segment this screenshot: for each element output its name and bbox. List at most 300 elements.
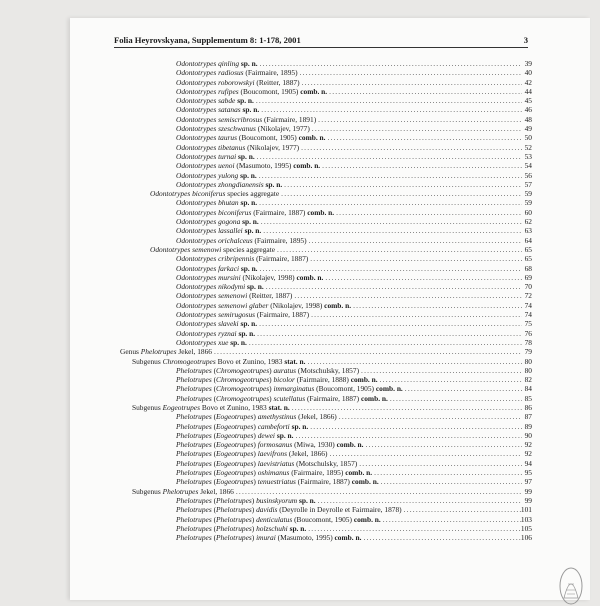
species-name: scutellatus xyxy=(273,393,306,403)
subgenus-name: Eogeotrupes xyxy=(216,412,254,422)
leader-dots xyxy=(322,161,522,170)
leader-dots xyxy=(366,440,523,449)
author-citation: Jekel, 1866 xyxy=(200,486,234,496)
genus-name: Odontotrypes xyxy=(176,68,217,78)
leader-dots xyxy=(359,459,522,468)
author-citation: (Fairmaire, 1887) xyxy=(256,310,310,320)
library-stamp-icon xyxy=(558,566,584,606)
subgenus-name: Phelotrupes xyxy=(216,505,252,515)
species-name: semirugosus xyxy=(218,310,256,320)
leader-dots xyxy=(353,301,522,310)
nomenclatural-status: sp. n. xyxy=(242,217,259,227)
subgenus-name: Eogeotrupes xyxy=(216,458,254,468)
toc-entry: Phelotrupes (Chromogeotrupes) bicolor (Fairmaire, 1888) comb. n. ..... 82 xyxy=(70,375,590,384)
species-name: uenoi xyxy=(218,161,235,171)
genus-name: Odontotrypes xyxy=(176,59,217,68)
genus-name: Odontotrypes xyxy=(176,151,217,161)
species-name: formosanus xyxy=(257,440,293,450)
author-citation: (Boucomont, 1905) xyxy=(316,384,375,394)
author-citation: (Fairmaire, 1891) xyxy=(264,114,317,124)
author-citation: Bovo et Zunino, 1983 xyxy=(217,356,283,366)
toc-entry: Phelotrupes (Phelotrupes) denticulatus (Boucomont, 1905) comb. n. ..... 103 xyxy=(70,515,590,524)
author-citation: (Reitter, 1887) xyxy=(256,77,300,87)
genus-name: Phelotrupes xyxy=(176,523,212,533)
nomenclatural-status: comb. n. xyxy=(298,133,326,143)
author-citation: Jekel, 1866 xyxy=(178,347,212,357)
toc-entry: Phelotrupes (Eogeotrupes) amethystinus (Jekel, 1866) ..... 87 xyxy=(70,412,590,421)
genus-name: Phelotrupes xyxy=(176,440,212,450)
species-name: zhongdianensis xyxy=(218,179,264,189)
nomenclatural-status: sp. n. xyxy=(238,151,255,161)
entry-page-number: 92 xyxy=(524,449,532,459)
rank-label: Subgenus xyxy=(132,486,161,496)
species-name: bicolor xyxy=(273,375,295,385)
toc-entry xyxy=(70,403,590,412)
leader-dots xyxy=(260,59,522,68)
species-name: denticulatus xyxy=(256,514,293,524)
nomenclatural-status: comb. n. xyxy=(351,477,379,487)
subgenus-name: Phelotrupes xyxy=(216,533,252,543)
genus-name: Phelotrupes xyxy=(176,365,212,375)
toc-entry: Phelotrupes (Phelotrupes) businskyorum sp. n. ..... 99 xyxy=(70,496,590,505)
genus-name: Odontotrypes xyxy=(176,263,217,273)
toc-entry: Phelotrupes (Chromogeotrupes) auratus (Motschulsky, 1857) ..... 80 xyxy=(70,366,590,375)
toc-entry: Phelotrupes (Eogeotrupes) laevistriatus (Motschulsky, 1857) ..... 94 xyxy=(70,459,590,468)
genus-name: Phelotrupes xyxy=(176,449,212,459)
leader-dots xyxy=(259,198,522,207)
leader-dots xyxy=(380,375,522,384)
rank-label: Subgenus xyxy=(132,356,161,366)
entry-page-number: 99 xyxy=(524,495,532,505)
entry-page-number: 94 xyxy=(524,458,532,468)
nomenclatural-status: sp. n. xyxy=(276,430,294,440)
genus-name: Odontotrypes xyxy=(176,282,217,292)
author-citation: (Boucomont, 1905) xyxy=(294,514,352,524)
toc-entry xyxy=(70,347,590,356)
toc-entry xyxy=(70,282,590,291)
toc-entry xyxy=(70,171,590,180)
toc-entry: Phelotrupes (Chromogeotrupes) scutellatus (Fairmaire, 1887) comb. n. ..... 85 xyxy=(70,394,590,403)
entry-page-number: 42 xyxy=(524,77,532,87)
species-name: taurus xyxy=(218,133,237,143)
leader-dots xyxy=(257,329,522,338)
genus-name: Odontotrypes xyxy=(176,142,217,152)
subgenus-name: Phelotrupes xyxy=(216,523,252,533)
genus-name: Odontotrypes xyxy=(176,217,217,227)
leader-dots xyxy=(277,245,522,254)
leader-dots xyxy=(260,264,522,273)
author-citation: (Miwa, 1930) xyxy=(294,440,335,450)
toc-entry: Phelotrupes (Eogeotrupes) oshimanus (Fairmaire, 1895) comb. n. ..... 95 xyxy=(70,468,590,477)
species-name: yulong xyxy=(218,170,239,180)
leader-dots xyxy=(328,133,522,142)
species-name: semenowi glaber xyxy=(218,300,269,310)
entry-page-number: 70 xyxy=(524,282,532,292)
entry-page-number: 74 xyxy=(524,300,532,310)
author-citation: (Fairmaire, 1887) xyxy=(306,393,360,403)
leader-dots xyxy=(261,217,522,226)
journal-citation: Folia Heyrovskyana, Supplementum 8: 1-178, 2001 xyxy=(114,35,301,45)
entry-page-number: 95 xyxy=(524,468,532,478)
genus-name: Phelotrupes xyxy=(176,533,212,543)
nomenclatural-status: comb. n. xyxy=(345,468,373,478)
subgenus-name: Chromogeotrupes xyxy=(216,365,270,375)
entry-page-number: 62 xyxy=(524,217,532,227)
genus-name: Odontotrypes xyxy=(176,300,217,310)
species-name: semenowi xyxy=(218,291,248,301)
species-name: businskyorum xyxy=(256,495,298,505)
entry-page-number: 53 xyxy=(524,151,532,161)
leader-dots xyxy=(256,96,522,105)
entry-page-number: 45 xyxy=(524,96,532,106)
genus-name: Phelotrupes xyxy=(176,495,212,505)
genus-name: Odontotrypes xyxy=(176,310,217,320)
species-name: oshimanus xyxy=(257,468,290,478)
toc-entry xyxy=(70,310,590,319)
genus-name: Odontotrypes xyxy=(176,235,217,245)
entry-page-number: 63 xyxy=(524,226,532,236)
genus-name: Odontotrypes xyxy=(176,328,217,338)
toc-entry xyxy=(70,124,590,133)
toc-entry xyxy=(70,319,590,328)
genus-name: Phelotrupes xyxy=(176,393,212,403)
entry-page-number: 64 xyxy=(524,235,532,245)
toc-entry xyxy=(70,78,590,87)
author-citation: (Motschulsky, 1857) xyxy=(296,458,358,468)
toc-entry xyxy=(70,96,590,105)
genus-name: Phelotrupes xyxy=(176,514,212,524)
toc-entry xyxy=(70,68,590,77)
leader-dots xyxy=(259,171,522,180)
nomenclatural-status: comb. n. xyxy=(334,533,362,543)
nomenclatural-status: comb. n. xyxy=(350,375,378,385)
nomenclatural-status: sp. n. xyxy=(289,523,307,533)
genus-name: Odontotrypes xyxy=(176,254,217,264)
toc-entry xyxy=(70,59,590,68)
toc-entry xyxy=(70,291,590,300)
genus-name: Odontotrypes xyxy=(176,77,217,87)
leader-dots xyxy=(405,384,522,393)
species-name: cribripennis xyxy=(218,254,255,264)
subgenus-name: Chromogeotrupes xyxy=(216,375,270,385)
toc-entry xyxy=(70,143,590,152)
author-citation: (Reitter, 1887) xyxy=(249,291,293,301)
author-citation: (Deyrolle in Deyrolle et Fairmaire, 1878) xyxy=(279,505,402,515)
genus-name: Odontotrypes xyxy=(176,272,217,282)
genus-name: Chromogeotrupes xyxy=(162,356,216,366)
subgenus-name: Eogeotrupes xyxy=(216,421,254,431)
entry-page-number: 97 xyxy=(524,477,532,487)
nomenclatural-status: sp. n. xyxy=(291,421,309,431)
genus-name: Phelotrupes xyxy=(176,468,212,478)
leader-dots xyxy=(307,357,522,366)
genus-name: Odontotrypes xyxy=(176,170,217,180)
leader-dots xyxy=(383,515,522,524)
leader-dots xyxy=(361,366,522,375)
leader-dots xyxy=(263,226,522,235)
species-name: nikodymi xyxy=(218,282,246,292)
nomenclatural-status: sp. n. xyxy=(240,319,258,329)
entry-page-number: 40 xyxy=(524,68,532,78)
author-citation: (Fairmaire, 1888) xyxy=(296,375,349,385)
toc-entry xyxy=(70,264,590,273)
author-citation: (Motschulsky, 1857) xyxy=(297,365,360,375)
entry-page-number: 68 xyxy=(524,263,532,273)
subgenus-name: Chromogeotrupes xyxy=(216,393,270,403)
document-page xyxy=(70,18,590,600)
entry-page-number: 56 xyxy=(524,170,532,180)
entry-page-number: 60 xyxy=(524,207,532,217)
species-name: laevifrons xyxy=(257,449,288,459)
author-citation: (Nikolajev, 1998) xyxy=(270,300,323,310)
leader-dots xyxy=(300,68,522,77)
genus-name: Phelotrupes xyxy=(176,375,212,385)
entry-page-number: 101 xyxy=(520,505,532,515)
leader-dots xyxy=(295,431,522,440)
leader-dots xyxy=(236,487,522,496)
toc-entry xyxy=(70,208,590,217)
species-name: holzschuhi xyxy=(256,523,288,533)
running-header xyxy=(114,35,528,48)
leader-dots xyxy=(381,477,522,486)
species-name: farkaci xyxy=(218,263,240,273)
leader-dots xyxy=(301,143,522,152)
entry-page-number: 76 xyxy=(524,328,532,338)
genus-name: Odontotrypes xyxy=(176,337,217,347)
entry-page-number: 65 xyxy=(524,254,532,264)
genus-name: Phelotrupes xyxy=(176,421,212,431)
author-citation: (Jekel, 1866) xyxy=(298,412,337,422)
nomenclatural-status: comb. n. xyxy=(375,384,403,394)
nomenclatural-status: comb. n. xyxy=(300,86,328,96)
toc-entry xyxy=(70,273,590,282)
species-name: mursini xyxy=(218,272,241,282)
rank-label: Genus xyxy=(120,347,139,357)
toc-entry: Phelotrupes (Eogeotrupes) laevifrons (Jekel, 1866) ..... 92 xyxy=(70,449,590,458)
entry-page-number: 86 xyxy=(524,402,532,412)
toc-entry: Phelotrupes (Chromogeotrupes) immarginatus (Boucomont, 1905) comb. n. ..... 84 xyxy=(70,384,590,393)
genus-name: Phelotrupes xyxy=(162,486,199,496)
species-name: tibetanus xyxy=(218,142,246,152)
leader-dots xyxy=(302,78,522,87)
author-citation: (Fairmaire, 1887) xyxy=(253,207,306,217)
leader-dots xyxy=(249,338,522,347)
leader-dots xyxy=(214,347,522,356)
entry-page-number: 74 xyxy=(524,310,532,320)
genus-name: Odontotrypes xyxy=(176,226,217,236)
leader-dots xyxy=(363,533,522,542)
leader-dots xyxy=(281,189,522,198)
entry-page-number: 87 xyxy=(524,412,532,422)
leader-dots xyxy=(318,496,522,505)
entry-page-number: 99 xyxy=(524,486,532,496)
leader-dots xyxy=(310,422,522,431)
nomenclatural-status: comb. n. xyxy=(307,207,335,217)
toc-entry xyxy=(70,198,590,207)
species-name: szeschwanus xyxy=(218,124,256,134)
leader-dots xyxy=(261,105,522,114)
rank-label: Subgenus xyxy=(132,402,161,412)
species-name: tenuestriatus xyxy=(257,477,296,487)
toc-entry xyxy=(70,357,590,366)
nomenclatural-status: comb. n. xyxy=(353,514,381,524)
toc-entry xyxy=(70,301,590,310)
aggregate-label: species aggregate xyxy=(223,244,276,254)
species-name: auratus xyxy=(273,365,297,375)
entry-page-number: 106 xyxy=(520,533,532,543)
subgenus-name: Eogeotrupes xyxy=(216,430,254,440)
nomenclatural-status: sp. n. xyxy=(247,282,264,292)
genus-name: Odontotrypes xyxy=(176,86,217,96)
entry-page-number: 92 xyxy=(524,440,532,450)
nomenclatural-status: stat. n. xyxy=(268,402,290,412)
entry-page-number: 75 xyxy=(524,319,532,329)
species-name: xue xyxy=(218,337,229,347)
species-name: lassallei xyxy=(218,226,243,236)
author-citation: Bovo et Zunino, 1983 xyxy=(201,402,267,412)
nomenclatural-status: sp. n. xyxy=(240,198,258,208)
species-name: cambeforti xyxy=(257,421,290,431)
toc-entry xyxy=(70,133,590,142)
entry-page-number: 46 xyxy=(524,105,532,115)
toc-entry: Phelotrupes (Eogeotrupes) dewei sp. n. ..... 90 xyxy=(70,431,590,440)
leader-dots xyxy=(259,319,522,328)
toc-entry: Phelotrupes (Eogeotrupes) formosanus (Miwa, 1930) comb. n. ..... 92 xyxy=(70,440,590,449)
toc-entry xyxy=(70,226,590,235)
toc-entry xyxy=(70,180,590,189)
species-name: davidis xyxy=(256,505,278,515)
genus-name: Odontotrypes xyxy=(150,189,191,199)
nomenclatural-status: sp. n. xyxy=(265,179,283,189)
nomenclatural-status: sp. n. xyxy=(240,263,258,273)
nomenclatural-status: sp. n. xyxy=(230,337,247,347)
nomenclatural-status: sp. n. xyxy=(240,59,258,68)
leader-dots xyxy=(329,449,522,458)
leader-dots xyxy=(309,236,522,245)
toc-entry xyxy=(70,115,590,124)
entry-page-number: 57 xyxy=(524,179,532,189)
nomenclatural-status: comb. n. xyxy=(336,440,364,450)
author-citation: (Boucomont, 1905) xyxy=(240,86,299,96)
leader-dots xyxy=(266,282,522,291)
species-name: semiscribrosus xyxy=(218,114,263,124)
nomenclatural-status: sp. n. xyxy=(238,328,256,338)
toc-entry xyxy=(70,152,590,161)
genus-name: Phelotrupes xyxy=(176,384,212,394)
author-citation: (Fairmaire, 1895) xyxy=(291,468,344,478)
genus-name: Odontotrypes xyxy=(176,133,217,143)
leader-dots xyxy=(318,115,522,124)
leader-dots xyxy=(325,273,522,282)
nomenclatural-status: comb. n. xyxy=(296,272,324,282)
subgenus-name: Eogeotrupes xyxy=(216,468,254,478)
author-citation: (Fairmaire, 1887) xyxy=(256,254,309,264)
entry-page-number: 49 xyxy=(524,124,532,134)
toc-entry xyxy=(70,487,590,496)
species-name: gogona xyxy=(218,217,241,227)
nomenclatural-status: comb. n. xyxy=(293,161,321,171)
entry-page-number: 54 xyxy=(524,161,532,171)
genus-name: Odontotrypes xyxy=(176,96,217,106)
entry-page-number: 48 xyxy=(524,114,532,124)
subgenus-name: Chromogeotrupes xyxy=(216,384,270,394)
species-name: turnai xyxy=(218,151,237,161)
entry-page-number: 52 xyxy=(524,142,532,152)
toc-entry: Phelotrupes (Phelotrupes) holzschuhi sp. n. ..... 105 xyxy=(70,524,590,533)
leader-dots xyxy=(310,254,522,263)
genus-name: Phelotrupes xyxy=(176,505,212,515)
genus-name: Odontotrypes xyxy=(176,291,217,301)
genus-name: Odontotrypes xyxy=(150,244,191,254)
species-name: satanas xyxy=(218,105,241,115)
leader-dots xyxy=(339,412,522,421)
species-name: radiosus xyxy=(218,68,244,78)
genus-name: Phelotrupes xyxy=(176,430,212,440)
species-name: orichalceus xyxy=(218,235,253,245)
toc-entry xyxy=(70,236,590,245)
subgenus-name: Eogeotrupes xyxy=(216,440,254,450)
species-name: dewei xyxy=(257,430,275,440)
genus-name: Phelotrupes xyxy=(176,477,212,487)
entry-page-number: 80 xyxy=(524,356,532,366)
nomenclatural-status: sp. n. xyxy=(240,170,257,180)
entry-page-number: 39 xyxy=(524,59,532,68)
entry-page-number: 80 xyxy=(524,365,532,375)
nomenclatural-status: sp. n. xyxy=(299,495,316,505)
entry-page-number: 65 xyxy=(524,244,532,254)
toc-entry xyxy=(70,87,590,96)
toc-entry: Phelotrupes (Eogeotrupes) tenuestriatus (Fairmaire, 1887) comb. n. ..... 97 xyxy=(70,477,590,486)
author-citation: (Jekel, 1866) xyxy=(288,449,328,459)
author-citation: (Fairmaire, 1895) xyxy=(245,68,298,78)
species-name: rufipes xyxy=(218,86,239,96)
species-name: amethystinus xyxy=(257,412,297,422)
entry-page-number: 44 xyxy=(524,86,532,96)
genus-name: Eogeotrupes xyxy=(162,402,200,412)
nomenclatural-status: comb. n. xyxy=(324,300,352,310)
entry-page-number: 72 xyxy=(524,291,532,301)
leader-dots xyxy=(404,505,522,514)
species-name: immarginatus xyxy=(273,384,315,394)
subgenus-name: Eogeotrupes xyxy=(216,477,254,487)
genus-name: Odontotrypes xyxy=(176,319,217,329)
entry-page-number: 90 xyxy=(524,430,532,440)
leader-dots xyxy=(284,180,522,189)
aggregate-label: species aggregate xyxy=(227,189,280,199)
species-name: semenowi xyxy=(192,244,222,254)
author-citation: (Nikolajev, 1977) xyxy=(257,124,310,134)
entry-page-number: 79 xyxy=(524,347,532,357)
author-citation: (Fairmaire, 1887) xyxy=(297,477,350,487)
leader-dots xyxy=(390,394,522,403)
toc-entry xyxy=(70,254,590,263)
species-name: roborowskyi xyxy=(218,77,255,87)
species-name: ryznai xyxy=(218,328,237,338)
genus-name: Phelotrupes xyxy=(140,347,177,357)
entry-page-number: 84 xyxy=(524,384,532,394)
genus-name: Odontotrypes xyxy=(176,179,217,189)
entry-page-number: 69 xyxy=(524,272,532,282)
species-name: sabde xyxy=(218,96,236,106)
nomenclatural-status: stat. n. xyxy=(284,356,306,366)
nomenclatural-status: sp. n. xyxy=(244,226,262,236)
leader-dots xyxy=(292,403,522,412)
genus-name: Odontotrypes xyxy=(176,114,217,124)
toc-entry: Phelotrupes (Phelotrupes) imurai (Masumoto, 1995) comb. n. ..... 106 xyxy=(70,533,590,542)
entry-page-number: 82 xyxy=(524,375,532,385)
toc-entry xyxy=(70,245,590,254)
genus-name: Odontotrypes xyxy=(176,198,217,208)
